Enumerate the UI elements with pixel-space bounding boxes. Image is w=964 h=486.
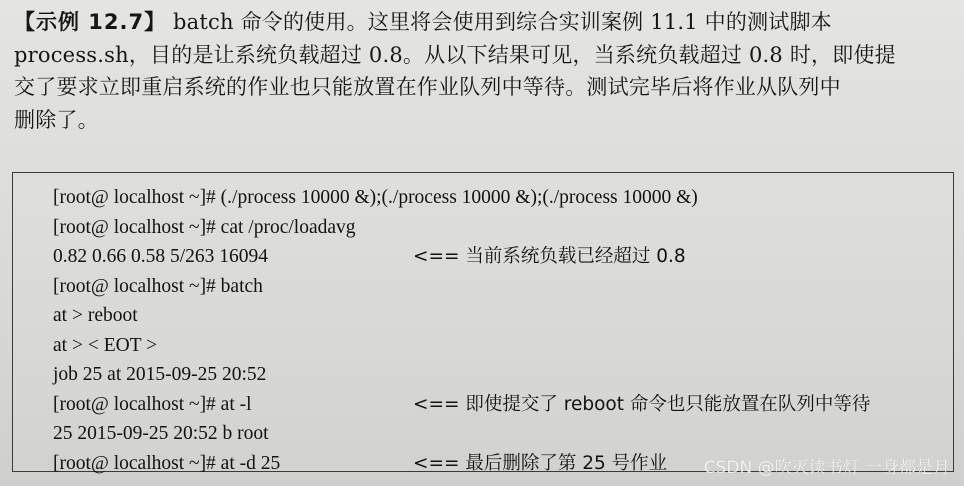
terminal-line: [53, 301, 698, 331]
terminal-line-text: [root@ localhost ~]# batch: [53, 275, 263, 297]
terminal-line: [53, 242, 698, 272]
terminal-line-text: at > reboot: [53, 305, 138, 326]
paragraph-line-1-text: batch 命令的使用。这里将会使用到综合实训案例 11.1 中的测试脚本: [173, 10, 832, 34]
terminal-line-comment: <== 最后删除了第 25 号作业: [413, 452, 668, 474]
paragraph-line-3: 交了要求立即重启系统的作业也只能放置在作业队列中等待。测试完毕后将作业从队列中: [14, 75, 841, 99]
terminal-line: [53, 272, 698, 302]
terminal-line: [53, 449, 698, 479]
paragraph-line-1: [14, 6, 956, 39]
paragraph-line-4: 删除了。: [14, 107, 99, 132]
example-paragraph: [14, 6, 956, 136]
terminal-line-comment: <== 当前系统负载已经超过 0.8: [413, 246, 686, 267]
terminal-line: [53, 390, 871, 420]
terminal-line: [53, 213, 698, 243]
terminal-line: [53, 360, 698, 390]
terminal-line-text: [root@ localhost ~]# at -l: [53, 393, 252, 415]
paragraph-line-2: process.sh，目的是让系统负载超过 0.8。从以下结果可见，当系统负载超过 0.8 时，即使提: [14, 42, 896, 67]
example-label: 【示例 12.7】: [14, 10, 167, 34]
terminal-line: [53, 419, 698, 449]
terminal-line: [53, 183, 698, 213]
terminal-line-text: job 25 at 2015-09-25 20:52: [53, 364, 267, 385]
csdn-watermark: CSDN @吹灭读书灯 一身都是月: [703, 458, 950, 478]
terminal-line-text: [root@ localhost ~]# cat /proc/loadavg: [53, 216, 356, 238]
terminal-line-text: [root@ localhost ~]# (./process 10000 &);(./process 10000 &);(./process 10000 &): [53, 187, 698, 208]
terminal-line-text: [root@ localhost ~]# at -d 25: [53, 452, 281, 474]
terminal-line-text: 25 2015-09-25 20:52 b root: [53, 423, 269, 444]
terminal-line-comment: <== 即使提交了 reboot 命令也只能放置在队列中等待: [413, 393, 871, 415]
terminal-output-box: [12, 172, 954, 472]
terminal-line-text: 0.82 0.66 0.58 5/263 16094: [53, 246, 269, 267]
terminal-line-text: at > < EOT >: [53, 334, 158, 356]
terminal-line: [53, 331, 698, 361]
